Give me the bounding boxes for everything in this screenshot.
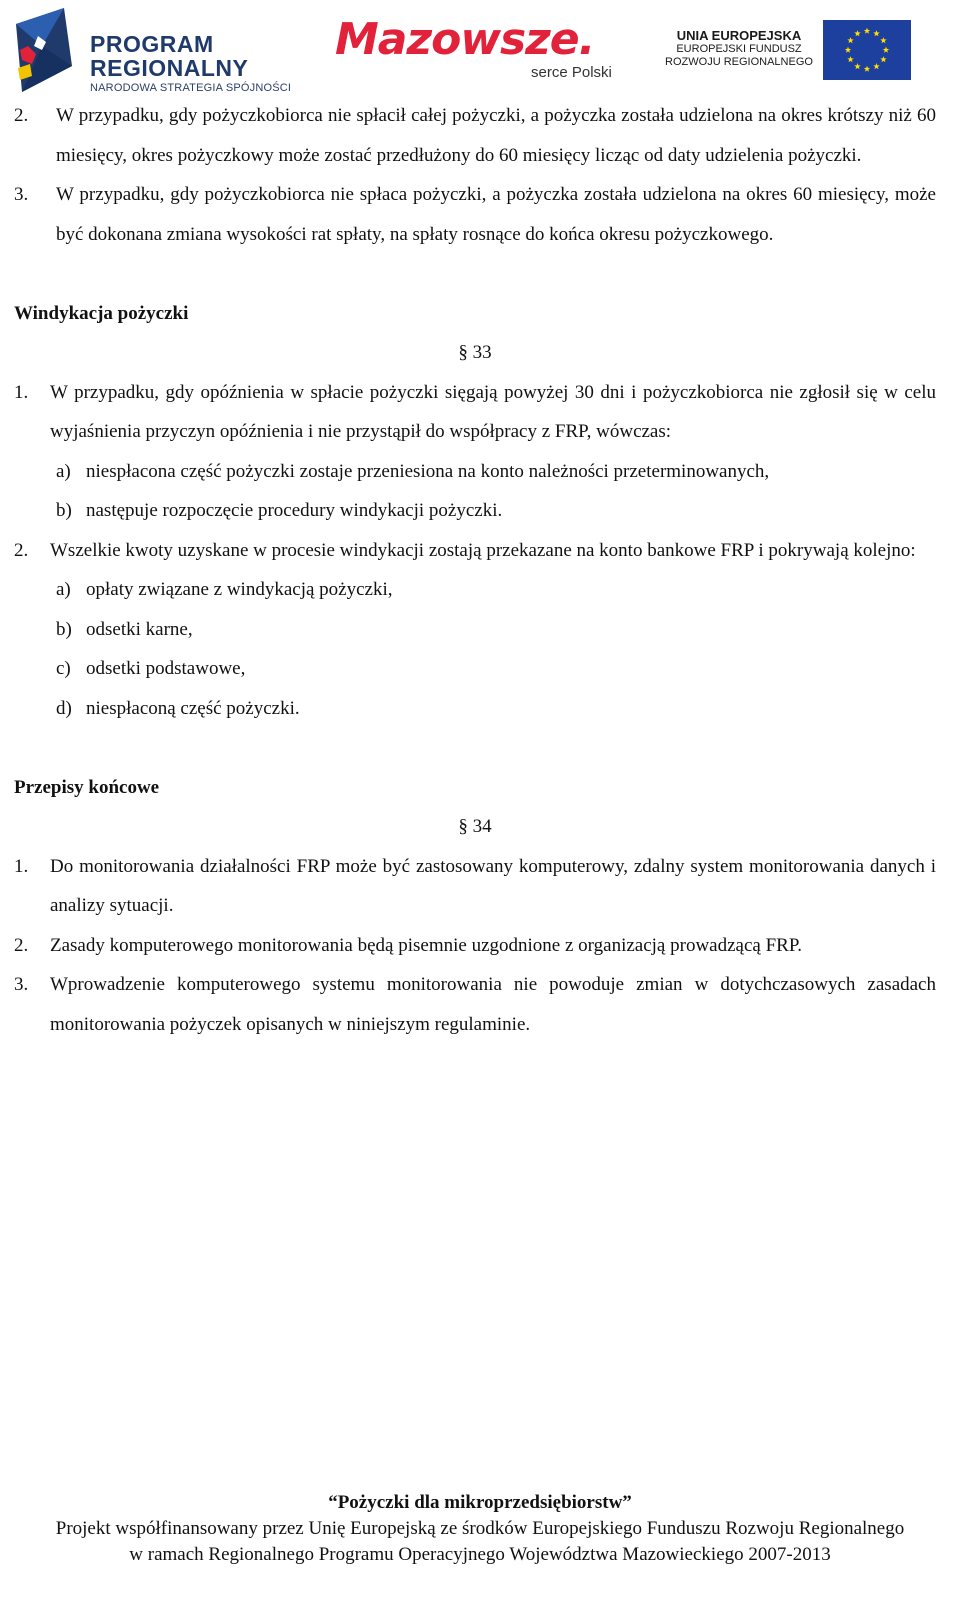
sub-item-text: odsetki podstawowe, [86,658,246,679]
item-number: 1. [14,855,29,877]
list-item [14,847,936,926]
sub-item [14,570,936,610]
eu-line3: ROZWOJU REGIONALNEGO [665,56,813,68]
sub-item [14,491,936,531]
eu-line2: EUROPEJSKI FUNDUSZ [676,43,802,55]
list-item [14,175,936,254]
list-item [14,531,936,571]
list-item [14,373,936,452]
item-text: W przypadku, gdy pożyczkobiorca nie spłaca pożyczki, a pożyczka została udzielona na okres 60 miesięcy, może być dokonana zmiana wysokości rat spłaty, na spłaty rosnące do końca okresu pożyczkowego. [56,184,936,245]
sub-item-letter: a) [56,460,71,482]
footer-project-title: “Pożyczki dla mikroprzedsiębiorstw” [328,1492,632,1513]
program-line3: NARODOWA STRATEGIA SPÓJNOŚCI [90,82,292,94]
page-footer [0,1490,960,1568]
eu-flag-icon [823,20,911,80]
item-text: W przypadku, gdy pożyczkobiorca nie spłacił całej pożyczki, a pożyczka została udzielona na okres krótszy niż 60 miesięcy, okres pożyczkowy może zostać przedłużony do 60 miesięcy licząc od daty udzielenia pożyczki. [56,105,936,166]
sub-item [14,649,936,689]
sub-item-letter: b) [56,618,72,640]
page-header [0,0,960,100]
item-number: 2. [14,934,29,956]
program-regionalny-emblem-icon [12,6,82,96]
item-number: 2. [14,105,29,126]
sub-item-letter: a) [56,579,71,600]
list-item [14,96,936,175]
sub-item-letter: b) [56,500,72,521]
program-line2: REGIONALNY [90,55,249,81]
item-number: 3. [14,974,29,995]
item-text: W przypadku, gdy opóźnienia w spłacie pożyczki sięgają powyżej 30 dni i pożyczkobiorca nie zgłosił się w celu wyjaśnienia przyczyn opóźnienia i nie przystąpił do współpracy z FRP, wówczas: [50,381,936,442]
mazowsze-logo [335,14,635,86]
mazowsze-tagline: serce Polski [531,64,612,81]
paragraph-number-33: § 33 [458,342,492,363]
sub-item-text: niespłacona część pożyczki zostaje przeniesiona na konto należności przeterminowanych, [86,460,770,482]
item-number: 2. [14,539,29,561]
section-heading-przepisy-koncowe: Przepisy końcowe [14,776,160,798]
sub-item-text: niespłaconą część pożyczki. [86,697,300,719]
list-item [14,965,936,1044]
section-heading-windykacja: Windykacja pożyczki [14,302,189,324]
document-body [14,96,936,1044]
mazowsze-wordmark: Mazowsze. [335,14,595,65]
sub-item-letter: c) [56,658,71,679]
item-text: Wszelkie kwoty uzyskane w procesie windykacji zostają przekazane na konto bankowe FRP i pokrywają kolejno: [50,539,916,561]
item-number: 1. [14,381,29,403]
sub-item-text: odsetki karne, [86,618,193,640]
paragraph-number-34: § 34 [458,816,492,837]
item-text: Do monitorowania działalności FRP może być zastosowany komputerowy, zdalny system monitorowania danych i analizy sytuacji. [50,855,936,916]
footer-line1: Projekt współfinansowany przez Unię Europejską ze środków Europejskiego Funduszu Rozwoju Regionalnego [55,1518,905,1539]
item-text: Zasady komputerowego monitorowania będą pisemnie uzgodnione z organizacją prowadzącą FRP. [50,934,803,956]
sub-item-letter: d) [56,697,72,719]
item-number: 3. [14,184,29,205]
sub-item-text: następuje rozpoczęcie procedury windykacji pożyczki. [86,500,503,521]
eu-logo [664,20,944,86]
eu-line1: UNIA EUROPEJSKA [676,28,802,43]
sub-item-text: opłaty związane z windykacją pożyczki, [86,579,393,600]
footer-line2: w ramach Regionalnego Programu Operacyjnego Województwa Mazowieckiego 2007-2013 [129,1544,831,1565]
sub-item [14,610,936,650]
program-line1: PROGRAM [90,31,214,57]
list-item [14,926,936,966]
sub-item [14,689,936,729]
sub-item [14,452,936,492]
program-regionalny-logo [12,6,292,98]
item-text: Wprowadzenie komputerowego systemu monitorowania nie powoduje zmian w dotychczasowych zasadach monitorowania pożyczek opisanych w niniejszym regulaminie. [50,974,936,1035]
